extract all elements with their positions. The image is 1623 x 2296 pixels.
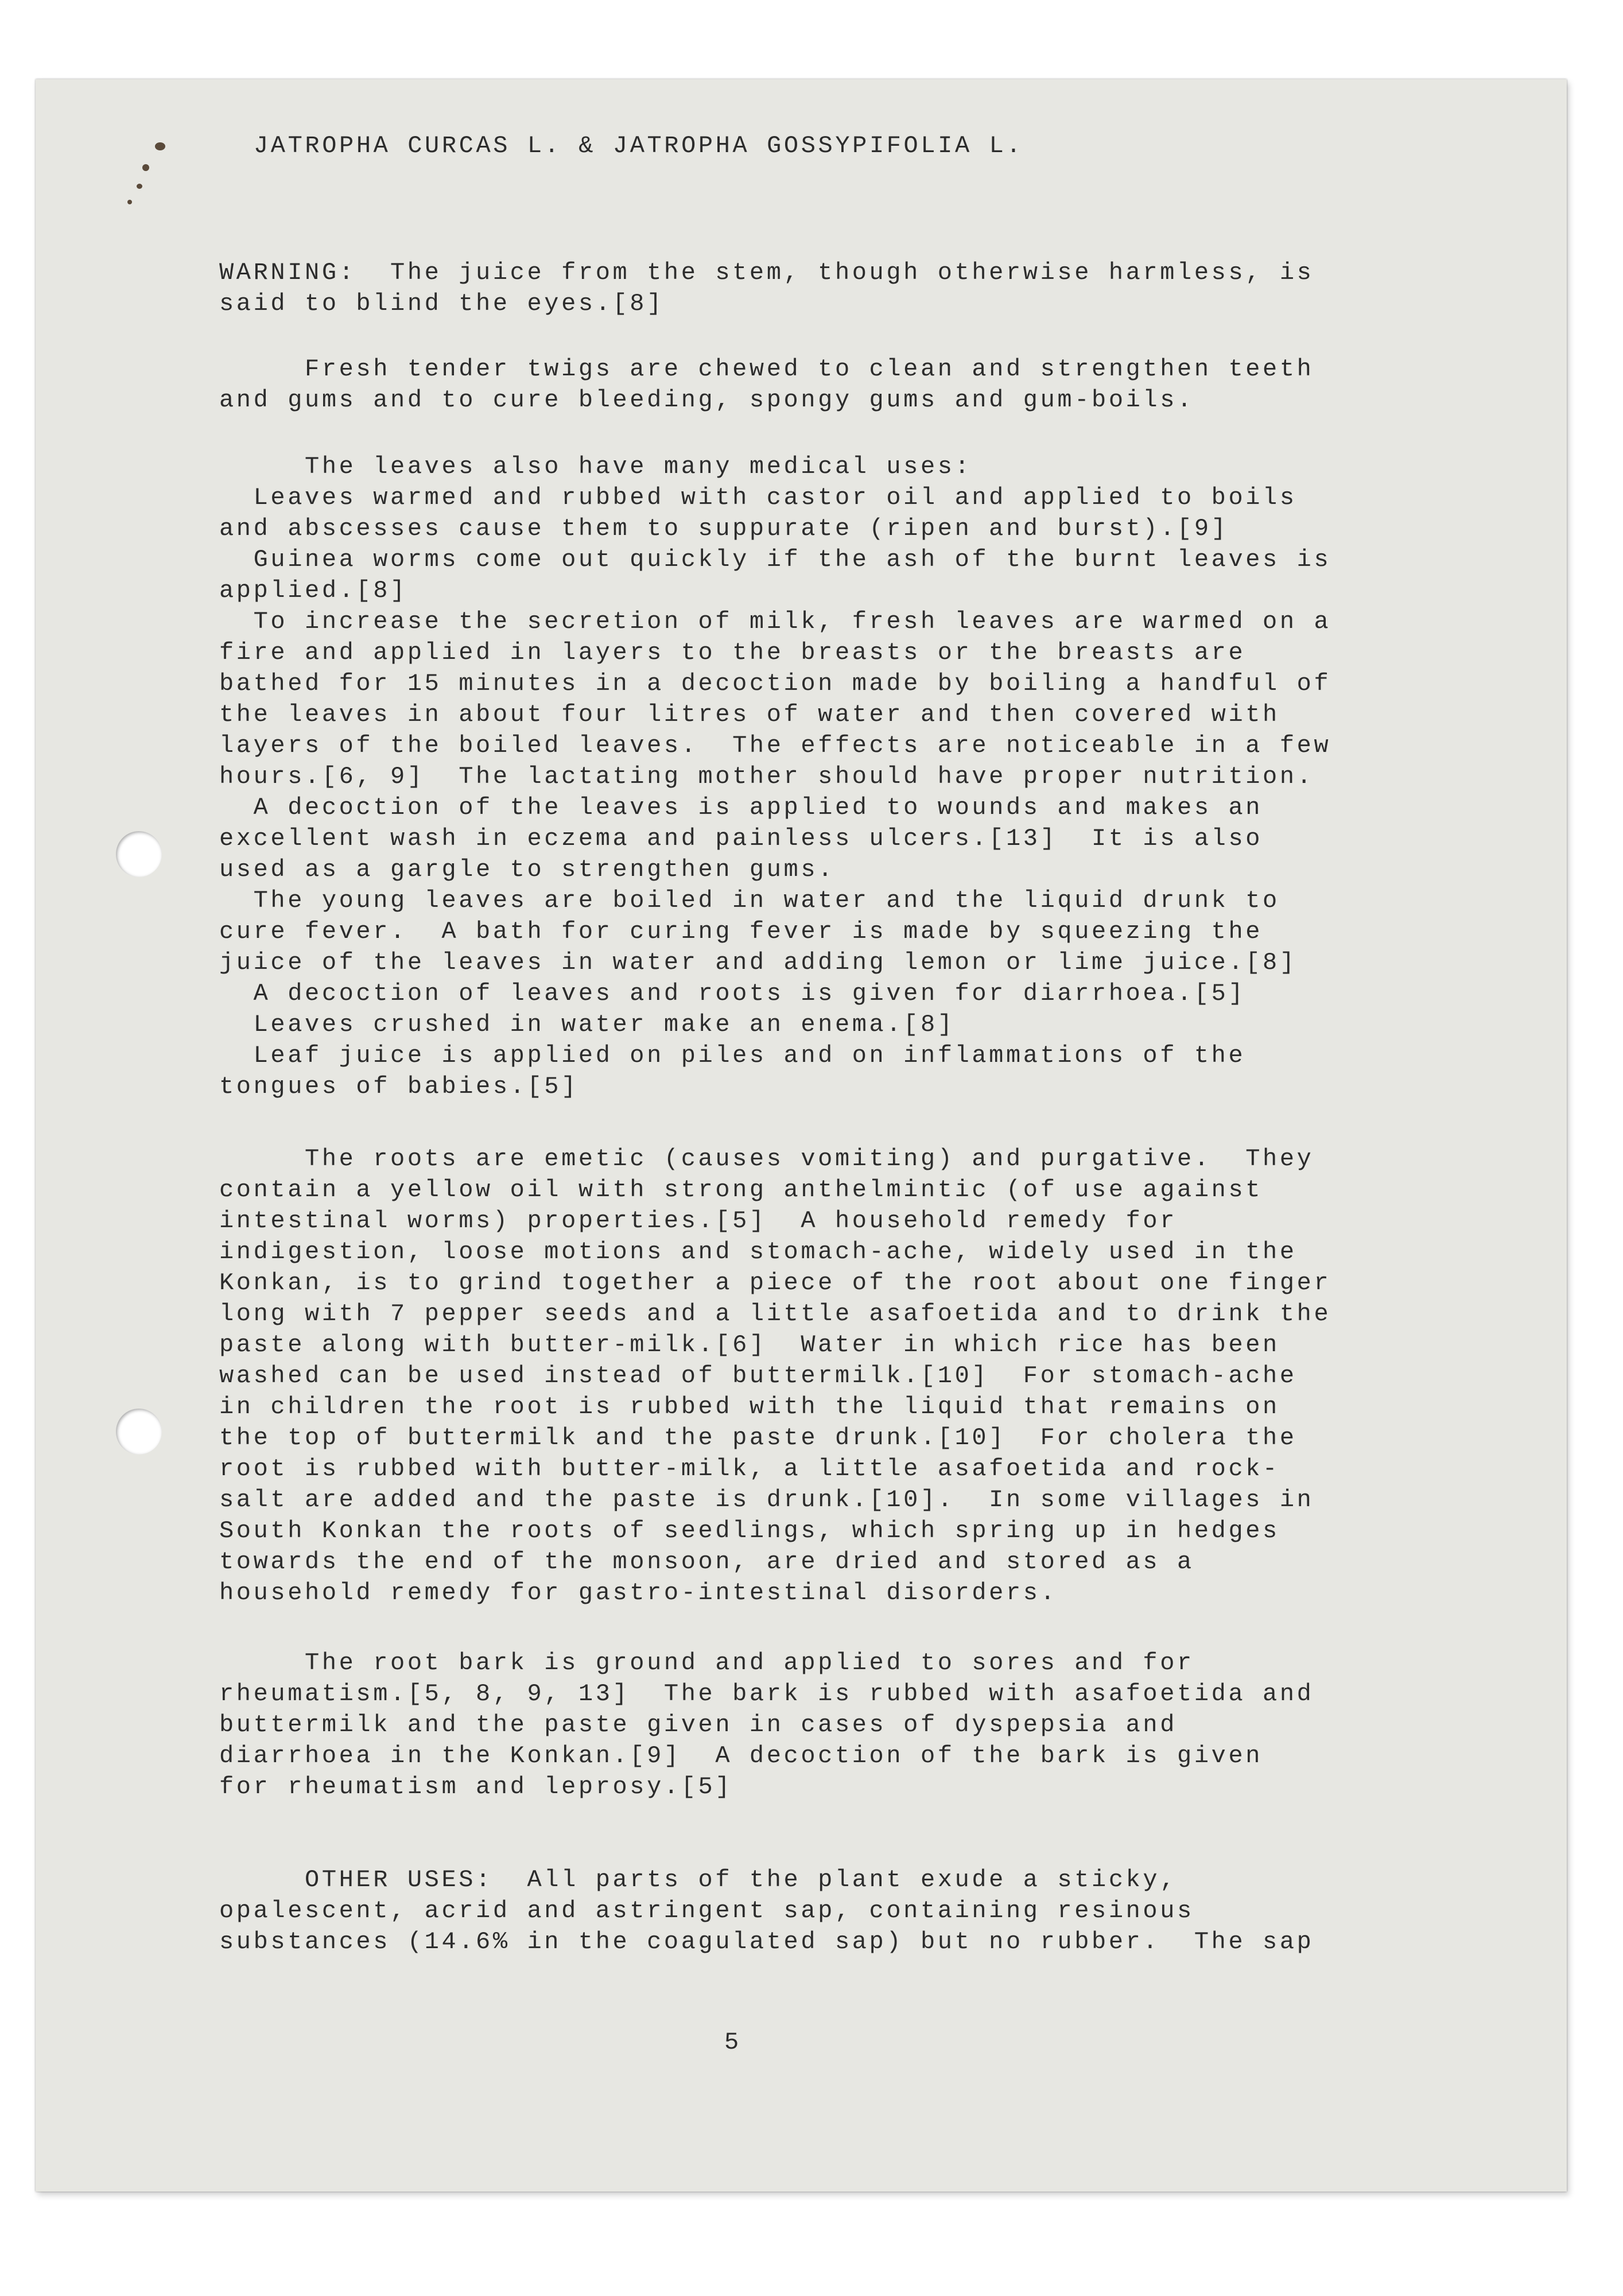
root-bark-paragraph: The root bark is ground and applied to sores and for rheumatism.[5, 8, 9, 13] The bark is rubbed with asafoetida and buttermilk and the paste given in cases of dyspepsia and diarrhoea in the Konkan.[9] A decoction of the bark is given for rheumatism and leprosy.[5] (219, 1649, 1314, 1801)
ink-stain (127, 200, 132, 204)
page-number: 5 (724, 2029, 739, 2056)
leaves-paragraph: The leaves also have many medical uses: Leaves warmed and rubbed with castor oil and applied to boils and abscesses cause them to suppurate (ripen and burst).[9] Guinea worms come out quickly if the ash of the burnt leaves is applied.[8] To increase the secretion of milk, fresh leaves are warmed on a fire and applied in layers to the breasts or the breasts are bathed for 15 minutes in a decoction made by boiling a handful of the leaves in about four litres of water and then covered with layers of the boiled leaves. The effects are noticeable in a few hours.[6, 9] The lactating mother should have proper nutrition. A decoction of the leaves is applied to wounds and makes an excellent wash in eczema and painless ulcers.[13] It is also used as a gargle to strengthen gums. The young leaves are boiled in water and the liquid drunk to cure fever. A bath for curing fever is made by squeezing the juice of the leaves in water and adding lemon or lime juice.[8] A decoction of leaves and roots is given for diarrhoea.[5] Leaves crushed in water make an enema.[8] Leaf juice is applied on piles and on inflammations of the tongues of babies.[5] (219, 453, 1331, 1100)
warning-paragraph: WARNING: The juice from the stem, though otherwise harmless, is said to blind the eyes.[8] (219, 259, 1314, 317)
page-title: JATROPHA CURCAS L. & JATROPHA GOSSYPIFOLIA L. (254, 132, 1024, 160)
punch-hole-lower (116, 1409, 162, 1455)
punch-hole-upper (116, 831, 162, 877)
other-uses-paragraph: OTHER USES: All parts of the plant exude a sticky, opalescent, acrid and astringent sap, containing resinous substances (14.6% in the coagulated sap) but no rubber. The sap (219, 1866, 1314, 1956)
document-page (36, 79, 1567, 2192)
twigs-paragraph: Fresh tender twigs are chewed to clean and strengthen teeth and gums and to cure bleeding, spongy gums and gum-boils. (219, 355, 1314, 414)
ink-stain (137, 184, 142, 189)
roots-paragraph: The roots are emetic (causes vomiting) and purgative. They contain a yellow oil with strong anthelmintic (of use against intestinal worms) properties.[5] A household remedy for indigestion, loose motions and stomach-ache, widely used in the Konkan, is to grind together a piece of the root about one finger long with 7 pepper seeds and a little asafoetida and to drink the paste along with butter-milk.[6] Water in which rice has been washed can be used instead of buttermilk.[10] For stomach-ache in children the root is rubbed with the liquid that remains on the top of buttermilk and the paste drunk.[10] For cholera the root is rubbed with butter-milk, a little asafoetida and rock- salt are added and the paste is drunk.[10]. In some villages in South Konkan the roots of seedlings, which spring up in hedges towards the end of the monsoon, are dried and stored as a household remedy for gastro-intestinal disorders. (219, 1145, 1331, 1607)
ink-stain (142, 164, 149, 171)
ink-stain (155, 142, 165, 150)
